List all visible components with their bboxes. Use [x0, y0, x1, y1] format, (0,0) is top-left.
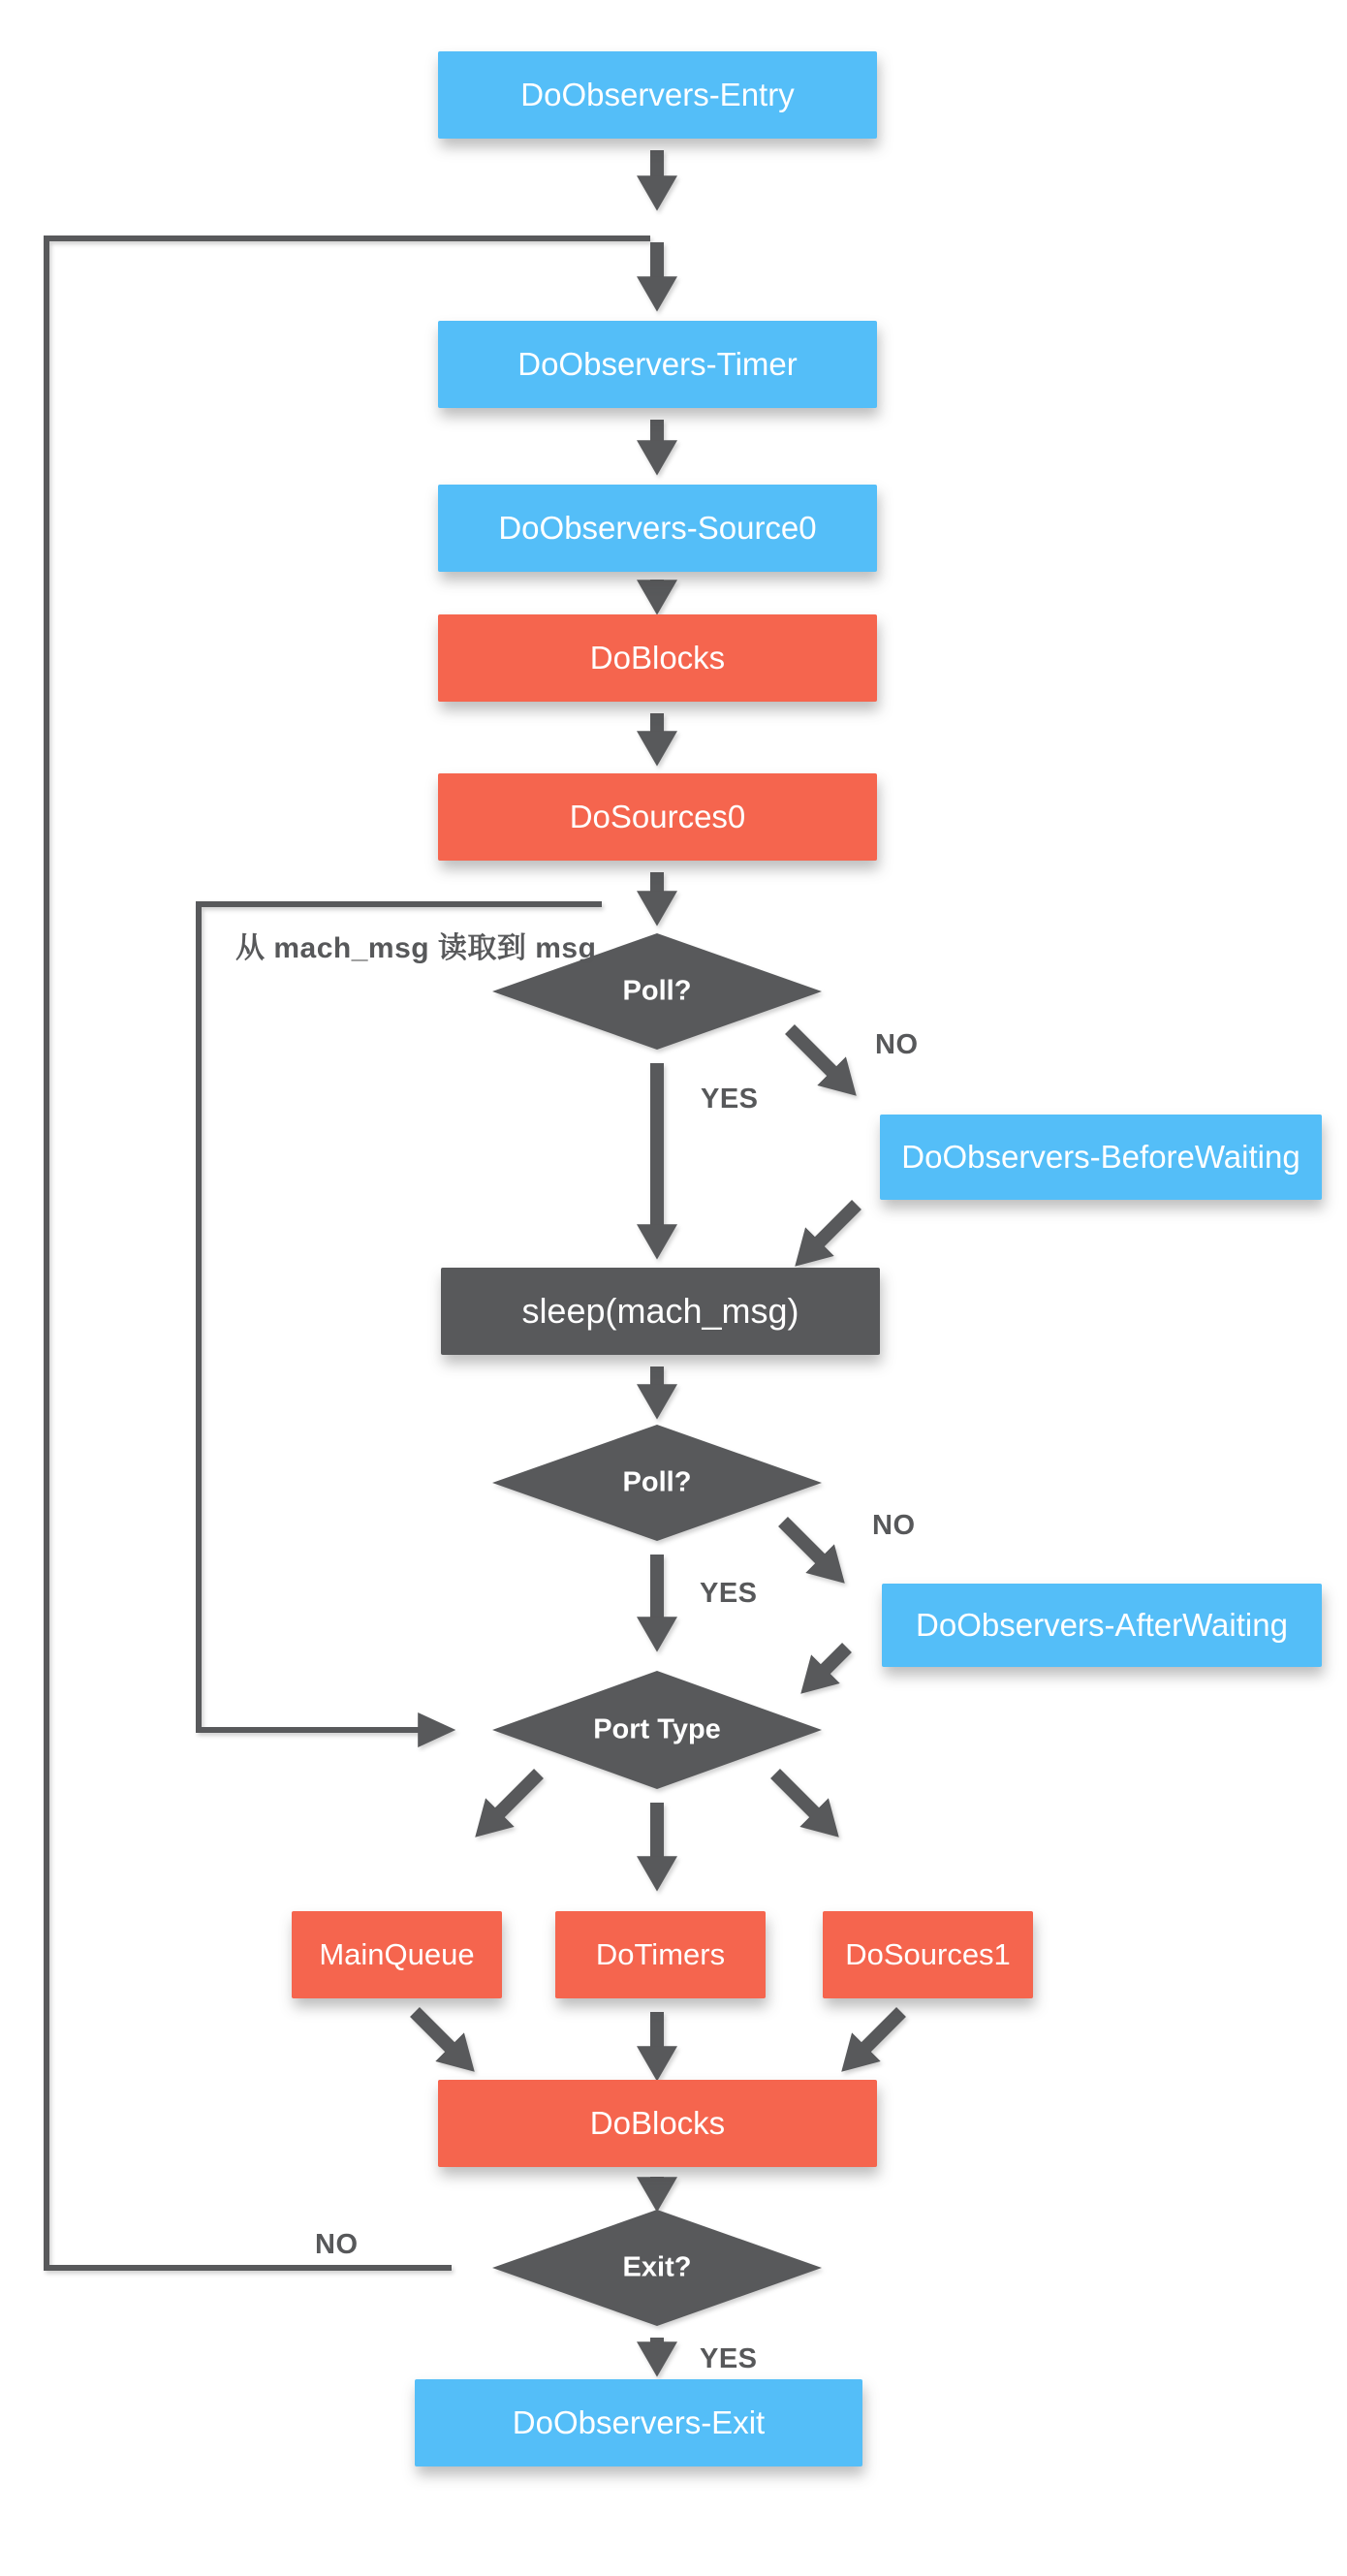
label-exit-yes: YES: [700, 2343, 758, 2374]
node-dosources0: DoSources0: [438, 773, 877, 861]
node-dotimers: DoTimers: [555, 1911, 766, 1998]
node-doobservers-timer: DoObservers-Timer: [438, 321, 877, 408]
arrow-poll1-no: [790, 1029, 833, 1073]
arrow-porttype-to-mainqueue: [498, 1774, 539, 1814]
label-exit-no: NO: [315, 2229, 359, 2260]
arrow-afterwaiting-to-porttype: [824, 1648, 847, 1671]
label-poll2-yes: YES: [700, 1578, 758, 1609]
label-poll2-no: NO: [872, 1510, 916, 1541]
node-doobservers-exit: DoObservers-Exit: [415, 2379, 862, 2466]
node-doobservers-entry: DoObservers-Entry: [438, 51, 877, 139]
label-poll1-yes: YES: [701, 1084, 759, 1115]
arrow-beforewaiting-to-sleep: [818, 1205, 857, 1243]
node-doobservers-afterwaiting: DoObservers-AfterWaiting: [882, 1584, 1322, 1667]
node-doblocks-top: DoBlocks: [438, 614, 877, 702]
node-mainqueue: MainQueue: [292, 1911, 502, 1998]
arrow-porttype-to-dosources1: [775, 1774, 816, 1814]
diamond-label-poll1: Poll?: [622, 975, 692, 1007]
node-doobservers-source0: DoObservers-Source0: [438, 485, 877, 572]
arrow-poll2-no: [783, 1522, 822, 1560]
node-doobservers-beforewaiting: DoObservers-BeforeWaiting: [880, 1115, 1322, 1200]
arrow-dosources1-to-doblocks: [864, 2012, 901, 2049]
diamond-label-port-type: Port Type: [593, 1713, 721, 1745]
node-doblocks-bottom: DoBlocks: [438, 2080, 877, 2167]
node-sleep-mach-msg: sleep(mach_msg): [441, 1268, 880, 1355]
node-dosources1: DoSources1: [823, 1911, 1033, 1998]
annotation-mach-msg: 从 mach_msg 读取到 msg: [235, 932, 597, 964]
label-poll1-no: NO: [875, 1029, 919, 1060]
diamond-label-poll2: Poll?: [622, 1466, 692, 1498]
arrow-mainqueue-to-doblocks: [415, 2012, 452, 2049]
diamond-label-exit-check: Exit?: [622, 2251, 692, 2283]
